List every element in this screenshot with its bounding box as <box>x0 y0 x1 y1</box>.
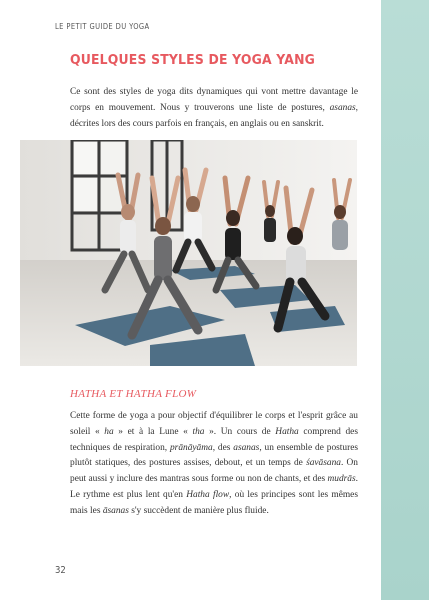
intro-paragraph: Ce sont des styles de yoga dits dynamiques qui vont mettre davantage le corps en mouvement. Nous y trouverons une liste de postures, asanas, décrites lors des cours parfois en français, en anglais ou en sanskrit. <box>70 87 358 129</box>
page-number: 32 <box>55 565 66 576</box>
body-paragraph: Cette forme de yoga a pour objectif d'équilibrer le corps et l'esprit grâce au soleil « ha » et à la Lune « tha ». Un cours de Hatha comprend des techniques de respiration, prānāyāma, des asanas, un ensemble de postures plutôt statiques, des postures assises, debout, et un temps de śavāsana. On peut aussi y inclure des mantras sous forme ou non de chants, et des mudrās. Le rythme est plus lent qu'en Hatha flow, où les principes sont les mêmes mais les āsanas s'y succèdent de manière plus fluide. <box>70 411 359 516</box>
subsection-title: HATHA ET HATHA FLOW <box>70 388 197 400</box>
yoga-class-photo <box>20 140 357 366</box>
running-head: LE PETIT GUIDE DU YOGA <box>55 22 150 31</box>
yoga-class-illustration <box>20 140 357 366</box>
section-title: QUELQUES STYLES DE YOGA YANG <box>70 52 316 68</box>
decorative-side-band <box>381 0 429 600</box>
